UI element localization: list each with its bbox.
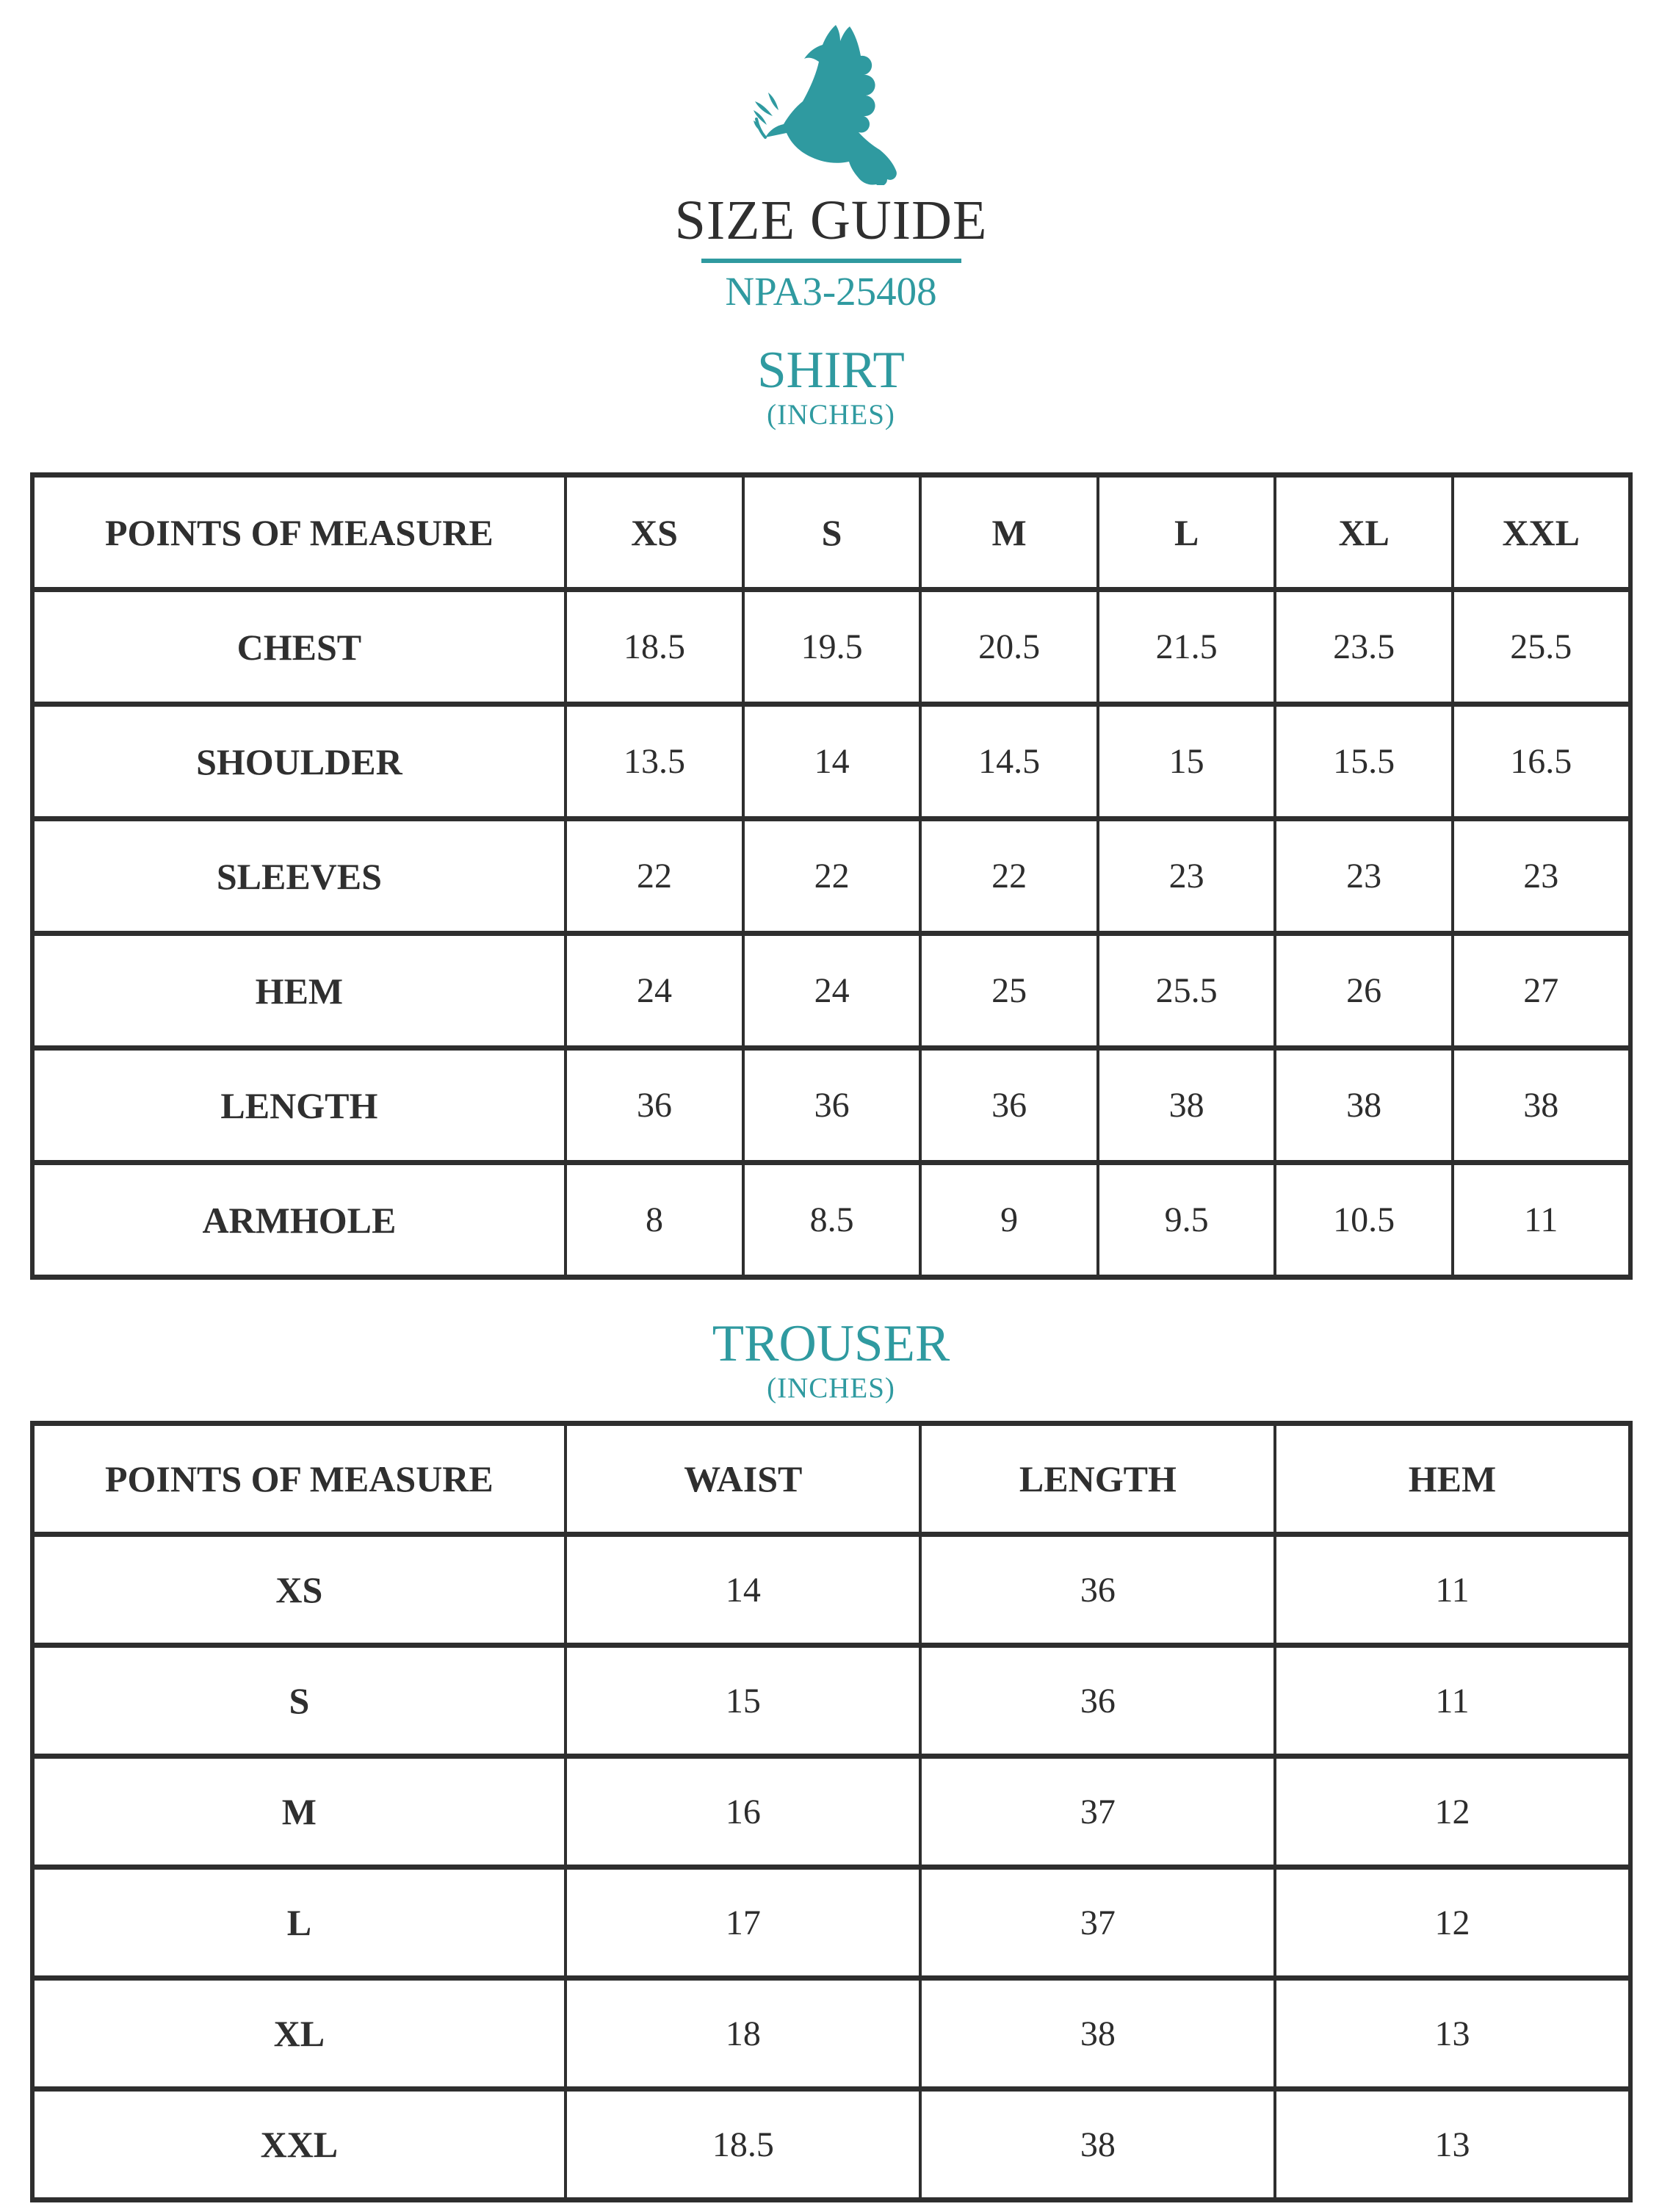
measurement-value: 36 [920, 1048, 1098, 1163]
trouser-size-table [30, 1421, 1633, 2202]
measurement-value: 37 [920, 1867, 1275, 1978]
row-label: XS [32, 1535, 566, 1646]
measurement-value: 13 [1275, 1978, 1630, 2089]
column-header: M [920, 475, 1098, 590]
measurement-value: 36 [566, 1048, 743, 1163]
trouser-table-wrap [0, 1421, 1662, 2202]
column-header: LENGTH [920, 1424, 1275, 1535]
table-row [32, 1867, 1630, 1978]
header-row [32, 475, 1630, 590]
measurement-value: 9 [920, 1163, 1098, 1278]
measurement-value: 14.5 [920, 705, 1098, 819]
trouser-section [0, 1315, 1662, 2202]
measurement-value: 13 [1275, 2089, 1630, 2200]
column-header: POINTS OF MEASURE [32, 1424, 566, 1535]
column-header: XXL [1453, 475, 1630, 590]
measurement-value: 20.5 [920, 590, 1098, 705]
measurement-value: 22 [566, 819, 743, 934]
measurement-value: 23 [1453, 819, 1630, 934]
measurement-value: 24 [566, 934, 743, 1048]
measurement-value: 14 [743, 705, 921, 819]
row-label: ARMHOLE [32, 1163, 566, 1278]
measurement-value: 13.5 [566, 705, 743, 819]
measurement-value: 18.5 [566, 590, 743, 705]
measurement-value: 8.5 [743, 1163, 921, 1278]
table-row [32, 2089, 1630, 2200]
header-row [32, 1424, 1630, 1535]
table-row [32, 1535, 1630, 1646]
column-header: HEM [1275, 1424, 1630, 1535]
trouser-section-title: TROUSER [712, 1315, 950, 1372]
row-label: XL [32, 1978, 566, 2089]
column-header: XS [566, 475, 743, 590]
table-row [32, 934, 1630, 1048]
measurement-value: 25.5 [1453, 590, 1630, 705]
row-label: CHEST [32, 590, 566, 705]
measurement-value: 14 [566, 1535, 920, 1646]
row-label: SLEEVES [32, 819, 566, 934]
measurement-value: 36 [920, 1535, 1275, 1646]
measurement-value: 16.5 [1453, 705, 1630, 819]
measurement-value: 22 [920, 819, 1098, 934]
column-header: WAIST [566, 1424, 920, 1535]
measurement-value: 8 [566, 1163, 743, 1278]
row-label: S [32, 1646, 566, 1757]
brand-logo [754, 21, 909, 185]
measurement-value: 25 [920, 934, 1098, 1048]
column-header: XL [1275, 475, 1453, 590]
measurement-value: 15 [1098, 705, 1276, 819]
table-row [32, 705, 1630, 819]
measurement-value: 10.5 [1275, 1163, 1453, 1278]
title-underline [701, 259, 961, 263]
measurement-value: 12 [1275, 1757, 1630, 1867]
table-row [32, 1978, 1630, 2089]
shirt-size-table [30, 472, 1633, 1280]
measurement-value: 11 [1453, 1163, 1630, 1278]
measurement-value: 18.5 [566, 2089, 920, 2200]
style-code: NPA3-25408 [725, 269, 937, 314]
shirt-section [0, 342, 1662, 1280]
table-row [32, 590, 1630, 705]
measurement-value: 17 [566, 1867, 920, 1978]
measurement-value: 23 [1275, 819, 1453, 934]
measurement-value: 38 [1275, 1048, 1453, 1163]
measurement-value: 38 [1098, 1048, 1276, 1163]
measurement-value: 22 [743, 819, 921, 934]
measurement-value: 38 [920, 2089, 1275, 2200]
measurement-value: 9.5 [1098, 1163, 1276, 1278]
table-row [32, 1757, 1630, 1867]
measurement-value: 23.5 [1275, 590, 1453, 705]
table-row [32, 1163, 1630, 1278]
measurement-value: 24 [743, 934, 921, 1048]
measurement-value: 37 [920, 1757, 1275, 1867]
measurement-value: 27 [1453, 934, 1630, 1048]
measurement-value: 21.5 [1098, 590, 1276, 705]
shirt-section-title: SHIRT [757, 342, 905, 399]
table-row [32, 1646, 1630, 1757]
dove-icon [754, 21, 909, 185]
measurement-value: 16 [566, 1757, 920, 1867]
measurement-value: 11 [1275, 1646, 1630, 1757]
measurement-value: 36 [743, 1048, 921, 1163]
table-row [32, 1048, 1630, 1163]
column-header: L [1098, 475, 1276, 590]
row-label: SHOULDER [32, 705, 566, 819]
row-label: HEM [32, 934, 566, 1048]
measurement-value: 23 [1098, 819, 1276, 934]
shirt-table-wrap [0, 472, 1662, 1280]
measurement-value: 15 [566, 1646, 920, 1757]
row-label: XXL [32, 2089, 566, 2200]
measurement-value: 12 [1275, 1867, 1630, 1978]
measurement-value: 26 [1275, 934, 1453, 1048]
table-row [32, 819, 1630, 934]
measurement-value: 38 [1453, 1048, 1630, 1163]
trouser-unit-label: (INCHES) [767, 1372, 895, 1404]
row-label: L [32, 1867, 566, 1978]
measurement-value: 38 [920, 1978, 1275, 2089]
row-label: LENGTH [32, 1048, 566, 1163]
column-header: S [743, 475, 921, 590]
measurement-value: 36 [920, 1646, 1275, 1757]
measurement-value: 11 [1275, 1535, 1630, 1646]
measurement-value: 19.5 [743, 590, 921, 705]
measurement-value: 18 [566, 1978, 920, 2089]
page-title: SIZE GUIDE [674, 190, 988, 251]
row-label: M [32, 1757, 566, 1867]
shirt-unit-label: (INCHES) [767, 399, 895, 430]
column-header: POINTS OF MEASURE [32, 475, 566, 590]
measurement-value: 15.5 [1275, 705, 1453, 819]
measurement-value: 25.5 [1098, 934, 1276, 1048]
